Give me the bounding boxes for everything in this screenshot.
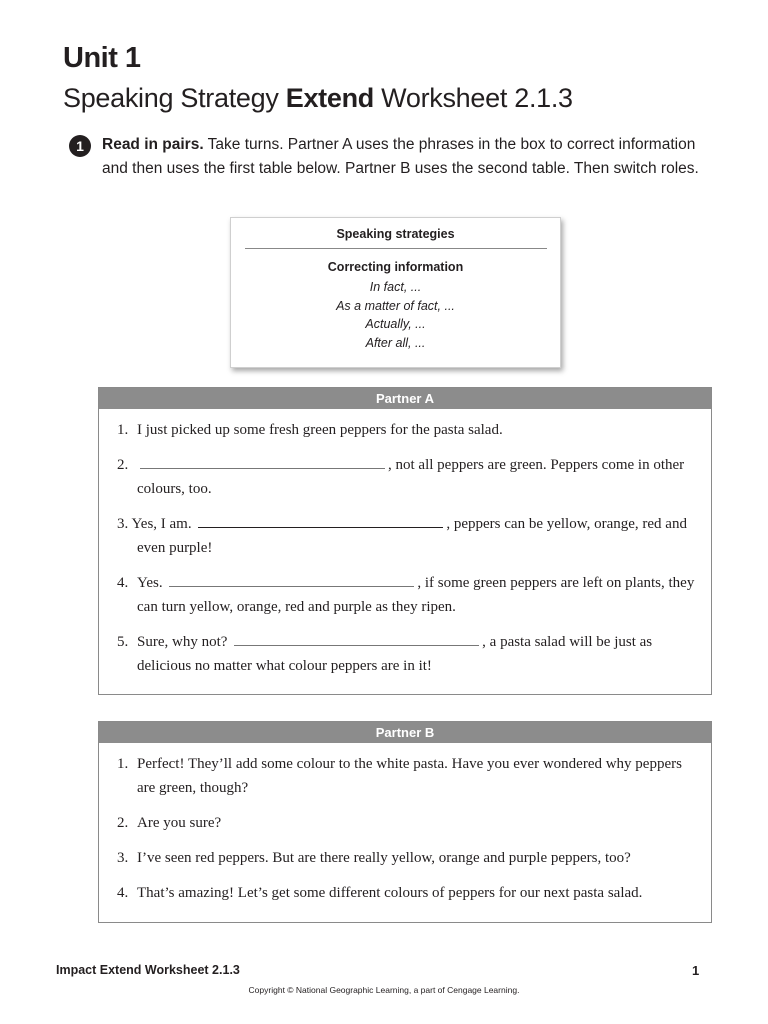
title-prefix: Speaking Strategy <box>63 83 286 113</box>
item-text: , a pasta salad will be just as delicious no matter what colour peppers are in it! <box>137 634 653 674</box>
instructions-lead: Read in pairs. <box>102 136 204 153</box>
item-text: , if some green peppers are left on plants, they can turn yellow, orange, red and purple as they ripen. <box>137 575 695 615</box>
item-text-before: Yes. <box>137 575 167 591</box>
item-text-before: Yes, I am. <box>131 516 196 532</box>
answer-blank[interactable] <box>198 514 443 528</box>
strategy-phrase: Actually, ... <box>365 317 426 331</box>
item-number: 4. <box>117 885 129 901</box>
item-number: 4. <box>117 575 129 591</box>
item-text: , not all peppers are green. Peppers come in other colours, too. <box>137 457 685 497</box>
partner-b-items <box>117 752 702 916</box>
partner-a-table <box>98 387 712 695</box>
answer-blank[interactable] <box>140 455 385 469</box>
footer-worksheet-name: Impact Extend Worksheet 2.1.3 <box>56 963 240 977</box>
item-text: I’ve seen red peppers. But are there really yellow, orange and purple peppers, too? <box>137 850 631 866</box>
item-number: 3. <box>117 516 129 532</box>
exercise-number-badge: 1 <box>69 135 91 157</box>
item-text: Perfect! They’ll add some colour to the white pasta. Have you ever wondered why peppers are green, though? <box>137 756 682 796</box>
strategies-heading: Speaking strategies <box>336 227 455 241</box>
list-item <box>117 881 702 905</box>
item-text: , peppers can be yellow, orange, red and even purple! <box>137 516 687 556</box>
item-number: 3. <box>117 850 129 866</box>
partner-a-header: Partner A <box>99 388 711 409</box>
list-item <box>117 418 702 442</box>
item-text: I just picked up some fresh green peppers for the pasta salad. <box>137 422 503 438</box>
list-item <box>117 571 702 619</box>
title-bold: Extend <box>285 83 374 113</box>
exercise-instructions <box>102 133 722 181</box>
item-number: 1. <box>117 422 129 438</box>
answer-blank[interactable] <box>234 632 479 646</box>
list-item <box>117 453 702 501</box>
worksheet-title <box>63 83 573 114</box>
title-suffix: Worksheet 2.1.3 <box>373 83 573 113</box>
answer-blank[interactable] <box>169 573 414 587</box>
strategy-phrases <box>231 278 560 352</box>
list-item <box>117 811 702 835</box>
partner-b-table <box>98 721 712 923</box>
instructions-text: Take turns. Partner A uses the phrases in the box to correct information and then uses the first table below. Partner B uses the second table. Then switch roles. <box>102 136 699 177</box>
strategy-phrase: As a matter of fact, ... <box>336 298 455 313</box>
strategies-subheading: Correcting information <box>327 260 464 274</box>
strategy-phrase: In fact, ... <box>369 280 422 294</box>
strategy-phrase: After all, ... <box>365 335 426 350</box>
page-number: 1 <box>692 963 700 978</box>
partner-a-items <box>117 418 702 689</box>
list-item <box>117 512 702 560</box>
item-number: 5. <box>117 634 129 650</box>
list-item <box>117 752 702 800</box>
copyright-notice: Copyright © National Geographic Learning, a part of Cengage Learning. <box>248 985 520 995</box>
item-number: 1. <box>117 756 129 772</box>
item-text: Are you sure? <box>137 815 222 831</box>
strategies-divider <box>245 248 547 249</box>
item-text: That’s amazing! Let’s get some different colours of peppers for our next pasta salad. <box>137 885 643 901</box>
item-number: 2. <box>117 815 129 831</box>
unit-title: Unit 1 <box>63 42 141 74</box>
list-item <box>117 846 702 870</box>
item-text-before: Sure, why not? <box>137 634 232 650</box>
list-item <box>117 630 702 678</box>
item-number: 2. <box>117 457 129 473</box>
partner-b-header: Partner B <box>99 722 711 743</box>
speaking-strategies-box <box>230 217 561 368</box>
